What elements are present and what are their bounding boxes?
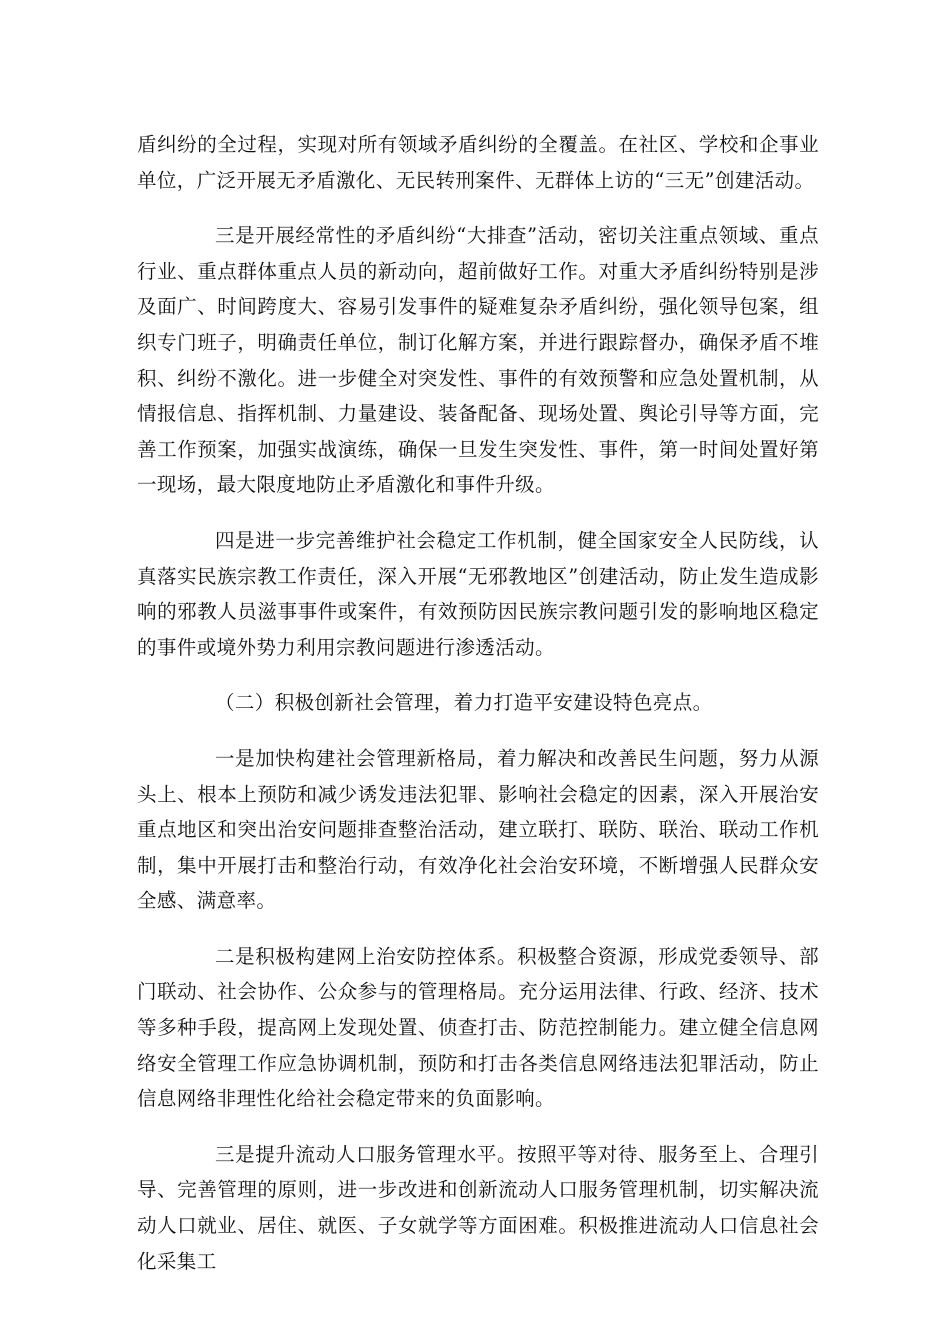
paragraph-item-two-network: 二是积极构建网上治安防控体系。积极整合资源，形成党委领导、部门联动、社会协作、公众参与的管理格局。充分运用法律、行政、经济、技术等多种手段，提高网上发现处置、侦查打击、防范控制能力。建立健全信息网络安全管理工作应急协调机制，预防和打击各类信息网络违法犯罪活动，防止信息网络非理性化给社会稳定带来的负面影响。 [137, 944, 819, 1111]
section-heading-two: （二）积极创新社会管理，着力打造平安建设特色亮点。 [215, 691, 713, 715]
paragraph-item-four-stability: 四是进一步完善维护社会稳定工作机制，健全国家安全人民防线，认真落实民族宗教工作责任，深入开展“无邪教地区”创建活动，防止发生造成影响的邪教人员滋事事件或案件，有效预防因民族宗教问题引发的影响地区稳定的事件或境外势力利用宗教问题进行渗透活动。 [137, 528, 819, 659]
paragraph-item-three-investigation: 三是开展经常性的矛盾纠纷“大排查”活动，密切关注重点领域、重点行业、重点群体重点人员的新动向，超前做好工作。对重大矛盾纠纷特别是涉及面广、时间跨度大、容易引发事件的疑难复杂矛盾纠纷，强化领导包案，组织专门班子，明确责任单位，制订化解方案，并进行跟踪督办，确保矛盾不堆积、纠纷不激化。进一步健全对突发性、事件的有效预警和应急处置机制，从情报信息、指挥机制、力量建设、装备配备、现场处置、舆论引导等方面，完善工作预案，加强实战演练，确保一旦发生突发性、事件，第一时间处置好第一现场，最大限度地防止矛盾激化和事件升级。 [137, 224, 819, 497]
paragraph-continuation: 盾纠纷的全过程，实现对所有领域矛盾纠纷的全覆盖。在社区、学校和企事业单位，广泛开展无矛盾激化、无民转刑案件、无群体上访的“三无”创建活动。 [137, 133, 819, 192]
paragraph-item-three-population: 三是提升流动人口服务管理水平。按照平等对待、服务至上、合理引导、完善管理的原则，进一步改进和创新流动人口服务管理机制，切实解决流动人口就业、居住、就医、子女就学等方面困难。积极推进流动人口信息社会化采集工 [137, 1142, 819, 1273]
document-body [137, 127, 819, 1299]
paragraph-item-one-management: 一是加快构建社会管理新格局，着力解决和改善民生问题，努力从源头上、根本上预防和减少诱发违法犯罪、影响社会稳定的因素，深入开展治安重点地区和突出治安问题排查整治活动，建立联打、联防、联治、联动工作机制，集中开展打击和整治行动，有效净化社会治安环境，不断增强人民群众安全感、满意率。 [137, 746, 819, 913]
